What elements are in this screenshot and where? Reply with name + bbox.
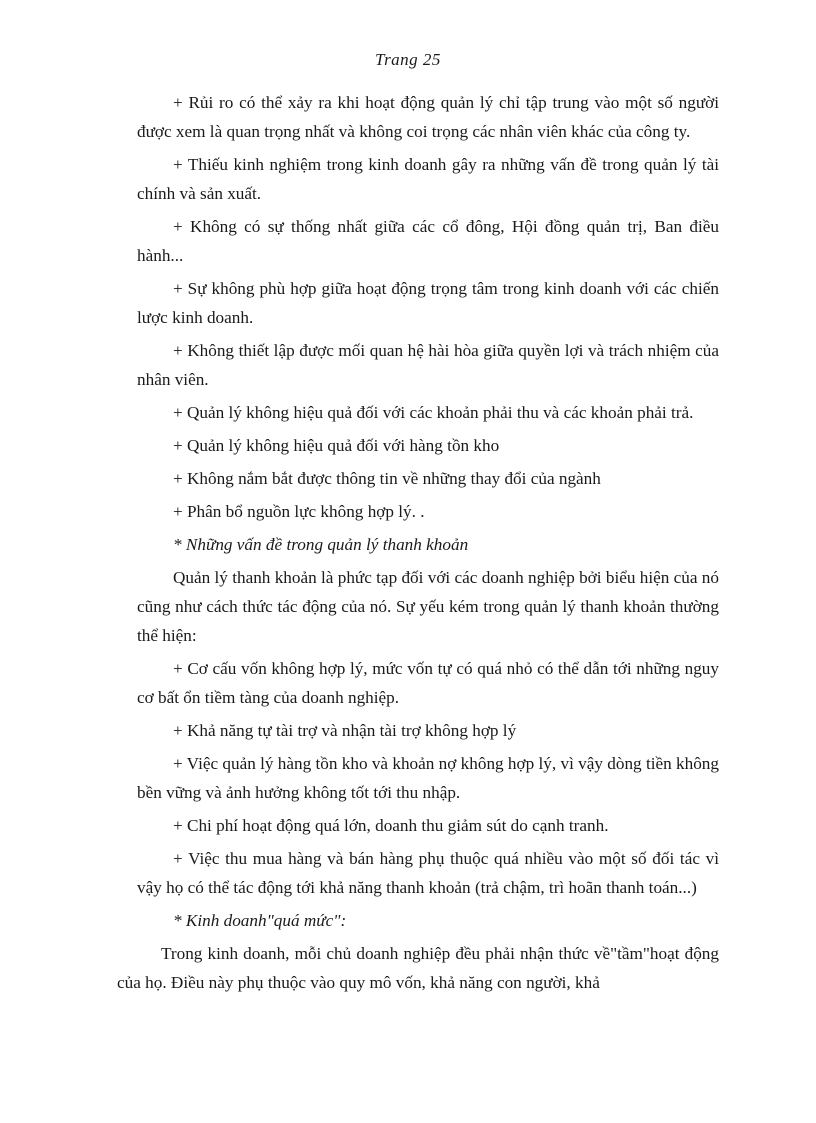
section-heading-overtrading: * Kinh doanh"quá mức": (173, 911, 347, 930)
bullet-risk-key-people: + Rủi ro có thể xảy ra khi hoạt động quản lý chỉ tập trung vào một số người được xem là quan trọng nhất và không coi trọng các nhân viên khác của công ty. (137, 93, 719, 141)
bullet-no-consensus: + Không có sự thống nhất giữa các cổ đông, Hội đồng quản trị, Ban điều hành... (137, 217, 719, 265)
document-body (117, 88, 719, 1001)
overtrading-intro: Trong kinh doanh, mỗi chủ doanh nghiệp đều phải nhận thức về"tầm"hoạt động của họ. Điều này phụ thuộc vào quy mô vốn, khả năng con người, khả (117, 944, 719, 992)
bullet-lack-experience: + Thiếu kinh nghiệm trong kinh doanh gây ra những vấn đề trong quản lý tài chính và sản xuất. (137, 155, 719, 203)
bullet-receivables: + Quản lý không hiệu quả đối với các khoản phải thu và các khoản phải trả. (173, 403, 694, 422)
bullet-inventory: + Quản lý không hiệu quả đối với hàng tồn kho (173, 436, 500, 455)
liquidity-intro: Quản lý thanh khoản là phức tạp đối với các doanh nghiệp bởi biểu hiện của nó cũng như cách thức tác động của nó. Sự yếu kém trong quản lý thanh khoản thường thể hiện: (137, 568, 719, 645)
bullet-partner-dependence: + Việc thu mua hàng và bán hàng phụ thuộc quá nhiều vào một số đối tác vì vậy họ có thể tác động tới khả năng thanh khoản (trả chậm, trì hoãn thanh toán...) (137, 849, 719, 897)
bullet-self-financing: + Khả năng tự tài trợ và nhận tài trợ không hợp lý (173, 721, 517, 740)
bullet-industry-info: + Không nắm bắt được thông tin về những thay đổi của ngành (173, 469, 601, 488)
bullet-capital-structure: + Cơ cấu vốn không hợp lý, mức vốn tự có quá nhỏ có thể dẫn tới những nguy cơ bất ổn tiềm tàng của doanh nghiệp. (137, 659, 719, 707)
bullet-cash-flow: + Việc quản lý hàng tồn kho và khoản nợ không hợp lý, vì vậy dòng tiền không bền vững và ảnh hưởng không tốt tới thu nhập. (137, 754, 719, 802)
section-heading-liquidity: * Những vấn đề trong quản lý thanh khoản (173, 535, 469, 554)
bullet-strategy-mismatch: + Sự không phù hợp giữa hoạt động trọng tâm trong kinh doanh với các chiến lược kinh doanh. (137, 279, 719, 327)
bullet-resource-allocation: + Phân bổ nguồn lực không hợp lý. . (173, 502, 425, 521)
bullet-operating-costs: + Chi phí hoạt động quá lớn, doanh thu giảm sút do cạnh tranh. (173, 816, 609, 835)
bullet-staff-relations: + Không thiết lập được mối quan hệ hài hòa giữa quyền lợi và trách nhiệm của nhân viên. (137, 341, 719, 389)
page-number-header: Trang 25 (375, 50, 441, 69)
